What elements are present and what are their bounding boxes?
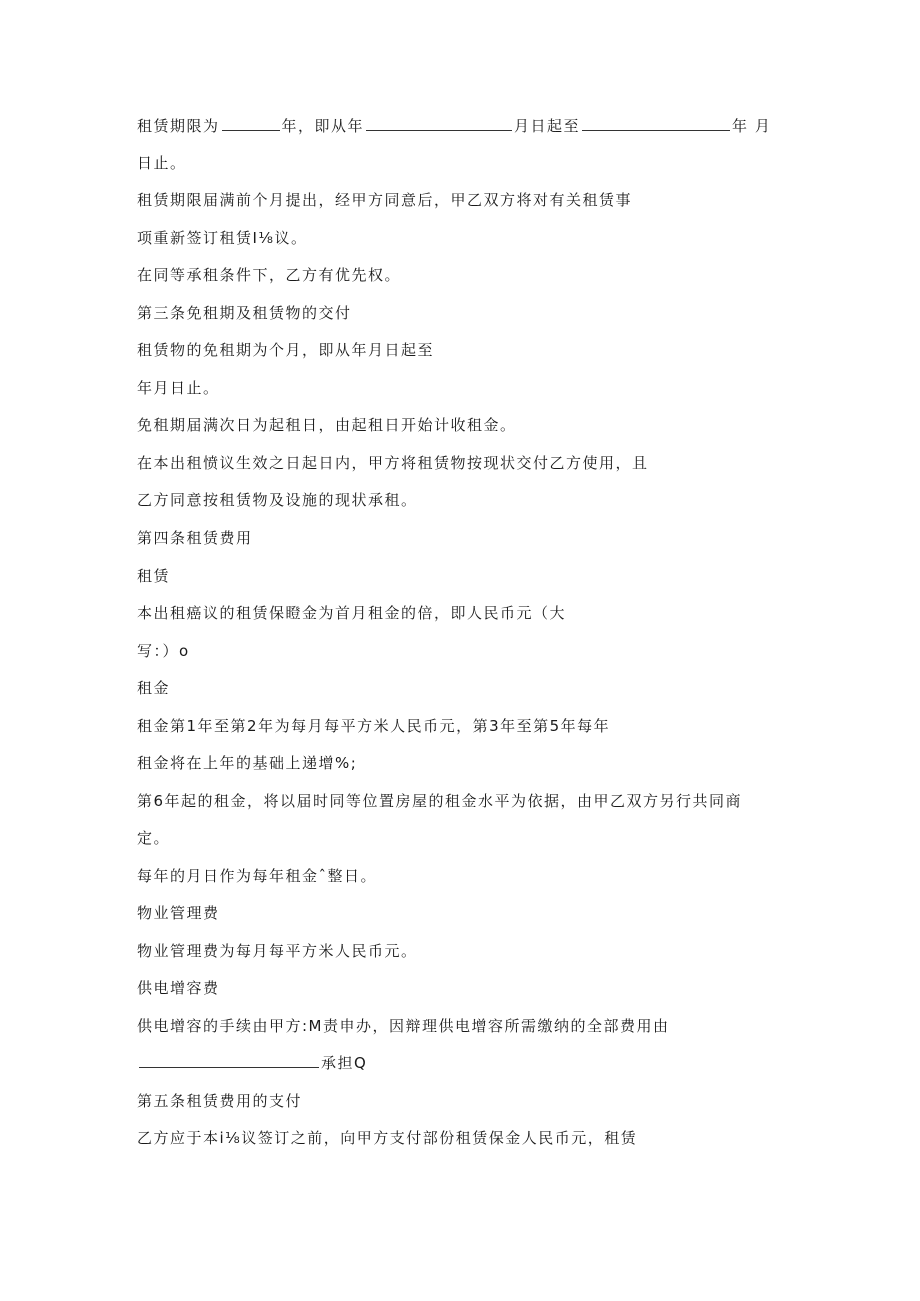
paragraph-line: 项重新签订租赁I⅛议。 — [137, 229, 308, 247]
paragraph-line: 写：）o — [137, 642, 190, 660]
subsection-heading: 物业管理费 — [137, 904, 220, 922]
section-heading: 第四条租赁费用 — [137, 529, 253, 547]
fill-blank — [222, 116, 280, 131]
paragraph-line: 租金第1年至第2年为每月每平方米人民币元，第3年至第5年每年 — [137, 717, 611, 735]
paragraph-line: 供电增容的手续由甲方:M责申办，因辩理供电增容所需缴纳的全部费用由 — [137, 1017, 670, 1035]
paragraph-line: 物业管理费为每月每平方米人民币元。 — [137, 942, 418, 960]
paragraph-line: 每年的月日作为每年租金ˆ整日。 — [137, 867, 378, 885]
subsection-heading: 租赁 — [137, 567, 171, 585]
section-heading: 第五条租赁费用的支付 — [137, 1092, 303, 1110]
text-segment: 承担Q — [321, 1054, 368, 1072]
lease-term-line — [137, 116, 771, 136]
paragraph-line: 乙方同意按租赁物及设施的现状承租。 — [137, 491, 418, 509]
fill-blank — [582, 116, 730, 131]
paragraph-line: 租金将在上年的基础上递增%; — [137, 754, 358, 772]
paragraph-line: 日止。 — [137, 154, 187, 172]
paragraph-line — [137, 1053, 367, 1073]
paragraph-line: 乙方应于本i⅛议签订之前，向甲方支付部份租赁保金人民币元，租赁 — [137, 1129, 638, 1147]
paragraph-line: 年月日止。 — [137, 379, 220, 397]
paragraph-line: 定。 — [137, 829, 171, 847]
paragraph-line: 第6年起的租金，将以届时同等位置房屋的租金水平为依据，由甲乙双方另行共同商 — [137, 792, 743, 810]
paragraph-line: 本出租癌议的租赁保瞪金为首月租金的倍，即人民币元（大 — [137, 604, 567, 622]
text-segment: 年，即从年 — [281, 117, 365, 135]
text-segment: 租赁期限为 — [137, 117, 220, 135]
paragraph-line: 免租期届满次日为起租日，由起租日开始计收租金。 — [137, 416, 517, 434]
subsection-heading: 供电增容费 — [137, 979, 220, 997]
fill-blank — [139, 1053, 319, 1068]
text-segment: 年 月 — [732, 117, 772, 135]
paragraph-line: 租赁期限届满前个月提出，经甲方同意后，甲乙双方将对有关租赁事 — [137, 191, 633, 209]
text-segment: 月日起至 — [514, 117, 581, 135]
fill-blank — [366, 116, 512, 131]
subsection-heading: 租金 — [137, 679, 171, 697]
paragraph-line: 在本出租愤议生效之日起日内，甲方将租赁物按现状交付乙方使用，且 — [137, 454, 649, 472]
paragraph-line: 在同等承租条件下，乙方有优先权。 — [137, 266, 402, 284]
paragraph-line: 租赁物的免租期为个月，即从年月日起至 — [137, 341, 435, 359]
section-heading: 第三条免租期及租赁物的交付 — [137, 304, 352, 322]
